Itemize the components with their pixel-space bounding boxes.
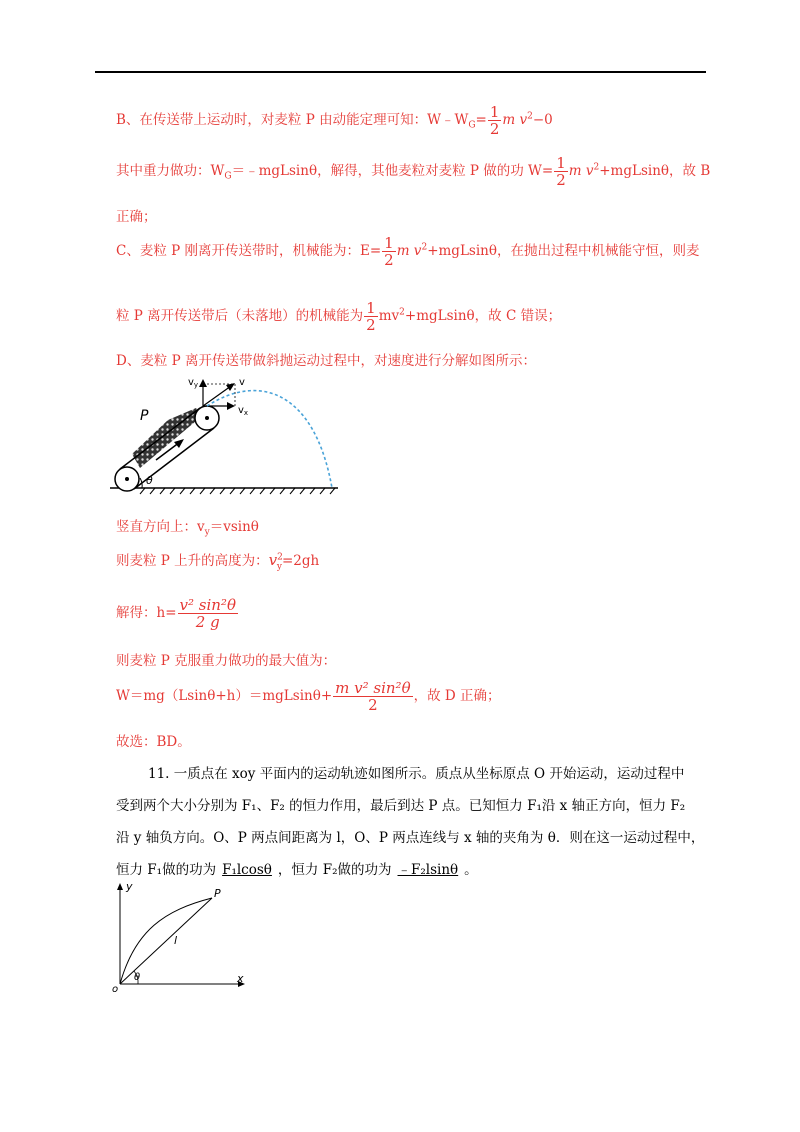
option-c-line-2: 粒 P 离开传送带后（未落地）的机械能为 $\frac{1}{2}$ $mv^2+mgLsin\theta$，故 C 错误；	[116, 299, 562, 334]
option-d-line-1: D、麦粒 P 离开传送带做斜抛运动过程中，对速度进行分解如图所示：	[116, 353, 536, 369]
option-b-line-2: 其中重力做功：$W_G=﹣mgLsin\theta$，解得，其他麦粒对麦粒 P 做的功 W= $\frac{1}{2}$ m $v^2+mgLsin\theta$，故 B	[116, 154, 711, 189]
q11-line-3: 沿 y 轴负方向。O、P 两点间距离为 l，O、P 两点连线与 x 轴的夹角为 θ．则在这一运动过程中，	[116, 830, 705, 846]
max-work-label: 则麦粒 P 克服重力做功的最大值为：	[116, 653, 337, 669]
angle-theta-label: θ	[134, 972, 141, 983]
fraction: $\frac{1}{2}$	[489, 103, 500, 138]
fraction: $\frac{\text{m v² sin²θ}}{2}$	[335, 679, 411, 714]
distance-l-label: l	[174, 934, 178, 947]
fraction: $\frac{\text{v² sin²θ}}{2 g}$	[179, 596, 236, 631]
vertical-component-line: 竖直方向上：$v_y=vsin\theta$	[116, 519, 259, 538]
q11-line-1: 11. 一质点在 xoy 平面内的运动轨迹如图所示。质点从坐标原点 O 开始运动，运动过程中	[148, 766, 685, 782]
trajectory-figure	[110, 880, 250, 992]
vx-label: $v_x$	[238, 405, 249, 417]
belt-top	[120, 408, 200, 469]
solve-h-line: 解得：h= $\frac{\text{v² sin²θ}}{2 g}$	[116, 596, 236, 631]
p-label: P	[140, 408, 149, 424]
point-p-label: P	[214, 887, 221, 900]
theta-label: θ	[146, 474, 153, 487]
x-axis-label: x	[237, 972, 244, 985]
header-rule	[95, 71, 706, 73]
origin-label: o	[112, 984, 119, 992]
fraction: $\frac{1}{2}$	[384, 234, 394, 269]
height-line: 则麦粒 P 上升的高度为：$v^2_y=2gh$	[116, 551, 320, 572]
option-b-line-3: 正确；	[116, 209, 157, 225]
work-equation-line: W＝mg（Lsinθ+h）＝mgLsinθ+ $\frac{\text{m v² sin²θ}}{2}$ ，故 D 正确；	[116, 679, 501, 714]
option-b-line-1: B、在传送带上运动时，对麦粒 P 由动能定理可知：$W﹣W_G=$ $\frac{1}{2}$ m $v^2-0$	[116, 103, 553, 138]
projectile-trajectory	[207, 391, 332, 488]
q11-line-4: 恒力 F₁做的功为 F₁lcosθ ，恒力 F₂做的功为 ﹣F₂lsinθ 。	[116, 862, 478, 878]
v-label: v	[239, 377, 245, 388]
answer-blank-2: ﹣F₂lsinθ	[397, 862, 459, 878]
y-axis-label: y	[126, 880, 133, 893]
fraction: $\frac{1}{2}$	[366, 299, 376, 334]
q11-line-2: 受到两个大小分别为 F₁、F₂ 的恒力作用，最后到达 P 点。已知恒力 F₁沿 x 轴正方向，恒力 F₂	[116, 798, 686, 814]
fraction: $\frac{1}{2}$	[556, 154, 566, 189]
vy-label: $v_y$	[188, 377, 199, 389]
conveyor-belt-figure	[110, 372, 342, 496]
answer-blank-1: F₁lcosθ	[222, 862, 272, 878]
option-c-line-1: C、麦粒 P 刚离开传送带时，机械能为：E= $\frac{1}{2}$ m $v^2+mgLsin\theta$，在抛出过程中机械能守恒，则麦	[116, 234, 700, 269]
answer-choice: 故选：BD。	[116, 734, 191, 750]
